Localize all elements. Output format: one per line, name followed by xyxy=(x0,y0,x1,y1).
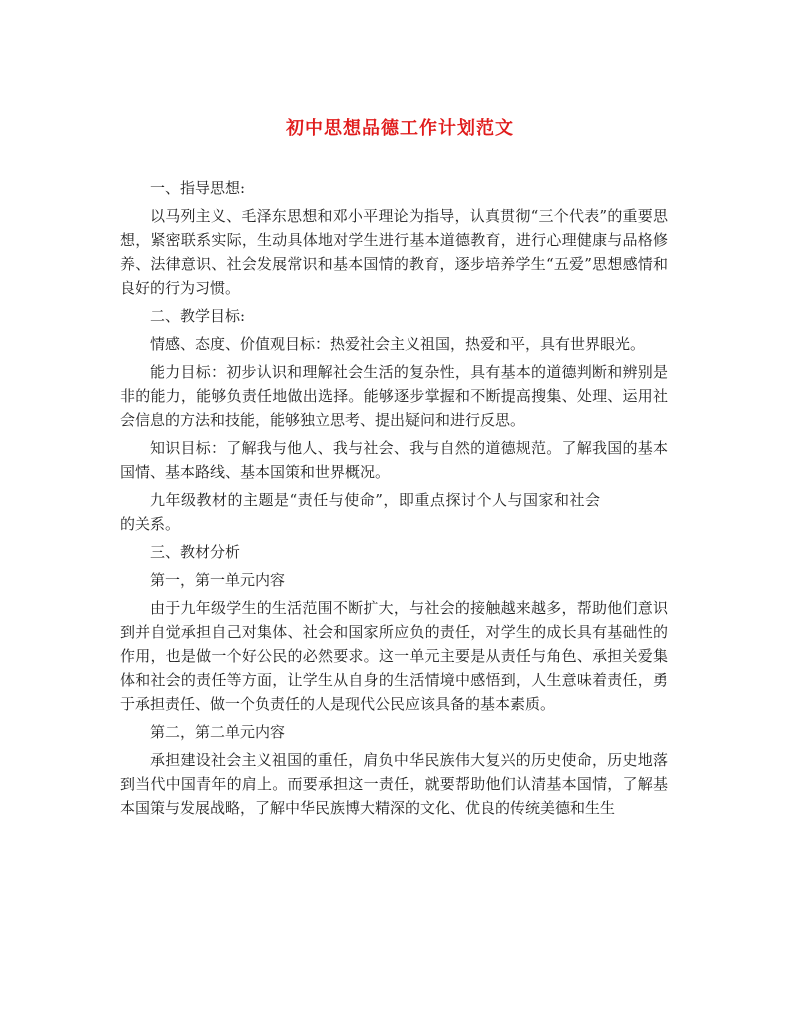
paragraph-unit-two: 承担建设社会主义祖国的重任，肩负中华民族伟大复兴的历史使命，历史地落到当代中国青年的肩上。而要承担这一责任，就要帮助他们认清基本国情，了解基本国策与发展战略，了解中华民族博大精深的文化、优良的传统美德和生生 xyxy=(120,751,668,817)
document-body xyxy=(120,176,668,824)
paragraph-grade-nine-theme: 九年级教材的主题是“责任与使命”，即重点探讨个人与国家和社会的关系。 xyxy=(120,491,600,533)
subheading-unit-two: 第二，第二单元内容 xyxy=(150,723,286,741)
paragraph-ability-goal: 能力目标：初步认识和理解社会生活的复杂性，具有基本的道德判断和辨别是非的能力，能够负责任地做出选择。能够逐步掌握和不断提高搜集、处理、运用社会信息的方法和技能，能够独立思考、提出疑问和进行反思。 xyxy=(120,363,668,429)
paragraph-knowledge-goal: 知识目标：了解我与他人、我与社会、我与自然的道德规范。了解我国的基本国情、基本路线、基本国策和世界概况。 xyxy=(120,439,668,481)
paragraph-guiding-thought: 以马列主义、毛泽东思想和邓小平理论为指导，认真贯彻“三个代表”的重要思想，紧密联系实际，生动具体地对学生进行基本道德教育，进行心理健康与品格修养、法律意识、社会发展常识和基本国情的教育，逐步培养学生“五爱”思想感情和良好的行为习惯。 xyxy=(120,207,668,297)
subheading-unit-one: 第一，第一单元内容 xyxy=(150,571,286,589)
document-title: 初中思想品德工作计划范文 xyxy=(286,118,514,139)
paragraph-emotion-goal: 情感、态度、价值观目标：热爱社会主义祖国，热爱和平，具有世界眼光。 xyxy=(150,335,646,353)
paragraph-unit-one: 由于九年级学生的生活范围不断扩大，与社会的接触越来越多，帮助他们意识到并自觉承担自己对集体、社会和国家所应负的责任，对学生的成长具有基础性的作用，也是做一个好公民的必然要求。这一单元主要是从责任与角色、承担关爱集体和社会的责任等方面，让学生从自身的生活情境中感悟到，人生意味着责任，勇于承担责任、做一个负责任的人是现代公民应该具备的基本素质。 xyxy=(120,599,668,713)
section-heading-teaching-goals: 二、教学目标: xyxy=(150,307,246,325)
section-heading-guiding-thought: 一、指导思想: xyxy=(150,179,246,197)
section-heading-textbook-analysis: 三、教材分析 xyxy=(150,543,241,561)
